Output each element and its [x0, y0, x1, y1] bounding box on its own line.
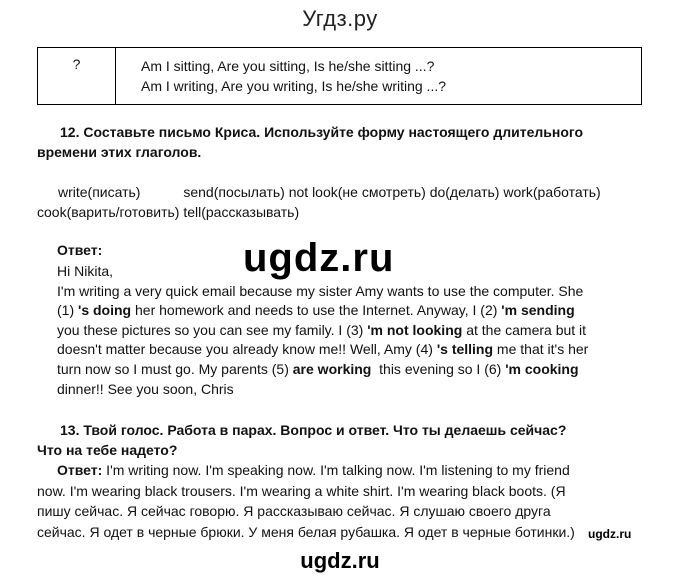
table-examples-cell [116, 48, 641, 104]
verb-group: send(посылать) not look(не смотреть) do(делать) work(работать) [183, 184, 601, 200]
exercise-12-title-line2: времени этих глаголов. [37, 144, 202, 160]
exercise-13-title-line2: Что на тебе надето? [37, 442, 178, 458]
exercise-13-title-line1: 13. Твой голос. Работа в парах. Вопрос и ответ. Что ты делаешь сейчас? [60, 422, 567, 438]
answer-6: 'm cooking [505, 360, 579, 377]
letter-line-6: dinner!! See you soon, Chris [57, 380, 234, 397]
letter-line-4: doesn't matter because you already know me!! Well, Amy (4) 's telling me that it's her [57, 341, 589, 358]
letter-line-3: you these pictures so you can see my family. I (3) 'm not looking at the camera but it [57, 321, 587, 338]
verb-line-2: cook(варить/готовить) tell(рассказывать) [37, 204, 300, 220]
verb-write: write(писать) [58, 184, 141, 200]
watermark-footer: ugdz.ru [300, 548, 380, 573]
exercise-12-title-line1: 12. Составьте письмо Криса. Используйте форму настоящего длительного [60, 124, 584, 140]
conjugation-table [37, 47, 642, 105]
answer-label-12: Ответ: [57, 242, 103, 258]
answer-3: 'm not looking [367, 321, 463, 338]
letter-line-5: turn now so I must go. My parents (5) are working this evening so I (6) 'm cooking [57, 360, 579, 377]
letter-greeting: Hi Nikita, [57, 263, 114, 279]
answer-5: are working [292, 360, 372, 377]
answer-13-line-2: now. I'm wearing black trousers. I'm wearing a white shirt. I'm wearing black boots. (Я [37, 482, 566, 499]
answer-13-line-1: I'm writing now. I'm speaking now. I'm talking now. I'm listening to my friend [102, 462, 570, 478]
exercise-13-answer [37, 460, 647, 542]
watermark-middle: ugdz.ru [243, 236, 395, 280]
letter-line-2: (1) 's doing her homework and needs to use the Internet. Anyway, I (2) 'm sending [57, 302, 575, 319]
watermark-small: ugdz.ru [588, 527, 632, 541]
table-line-2: Am I writing, Are you writing, Is he/she writing ...? [141, 78, 447, 94]
answer-13-line-3: пишу сейчас. Я сейчас говорю. Я рассказываю сейчас. Я слушаю своего друга [37, 503, 551, 519]
verb-list [37, 182, 657, 222]
letter-text [37, 262, 647, 399]
answer-13-line-4: сейчас. Я одет в черные брюки. У меня белая рубашка. Я одет в черные ботинки.) [37, 523, 575, 540]
exercise-13-title [37, 420, 637, 460]
answer-2: 'm sending [501, 302, 575, 319]
exercise-12-title [37, 122, 630, 162]
answer-label-13: Ответ: [57, 462, 103, 478]
table-line-1: Am I sitting, Are you sitting, Is he/she sitting ...? [141, 58, 435, 74]
answer-1: 's doing [78, 302, 132, 319]
answer-4: 's telling [436, 341, 494, 358]
table-symbol-cell: ? [38, 48, 116, 104]
letter-line-1: I'm writing a very quick email because my sister Amy wants to use the computer. She [57, 282, 584, 299]
site-title: Угдз.ру [302, 6, 378, 31]
